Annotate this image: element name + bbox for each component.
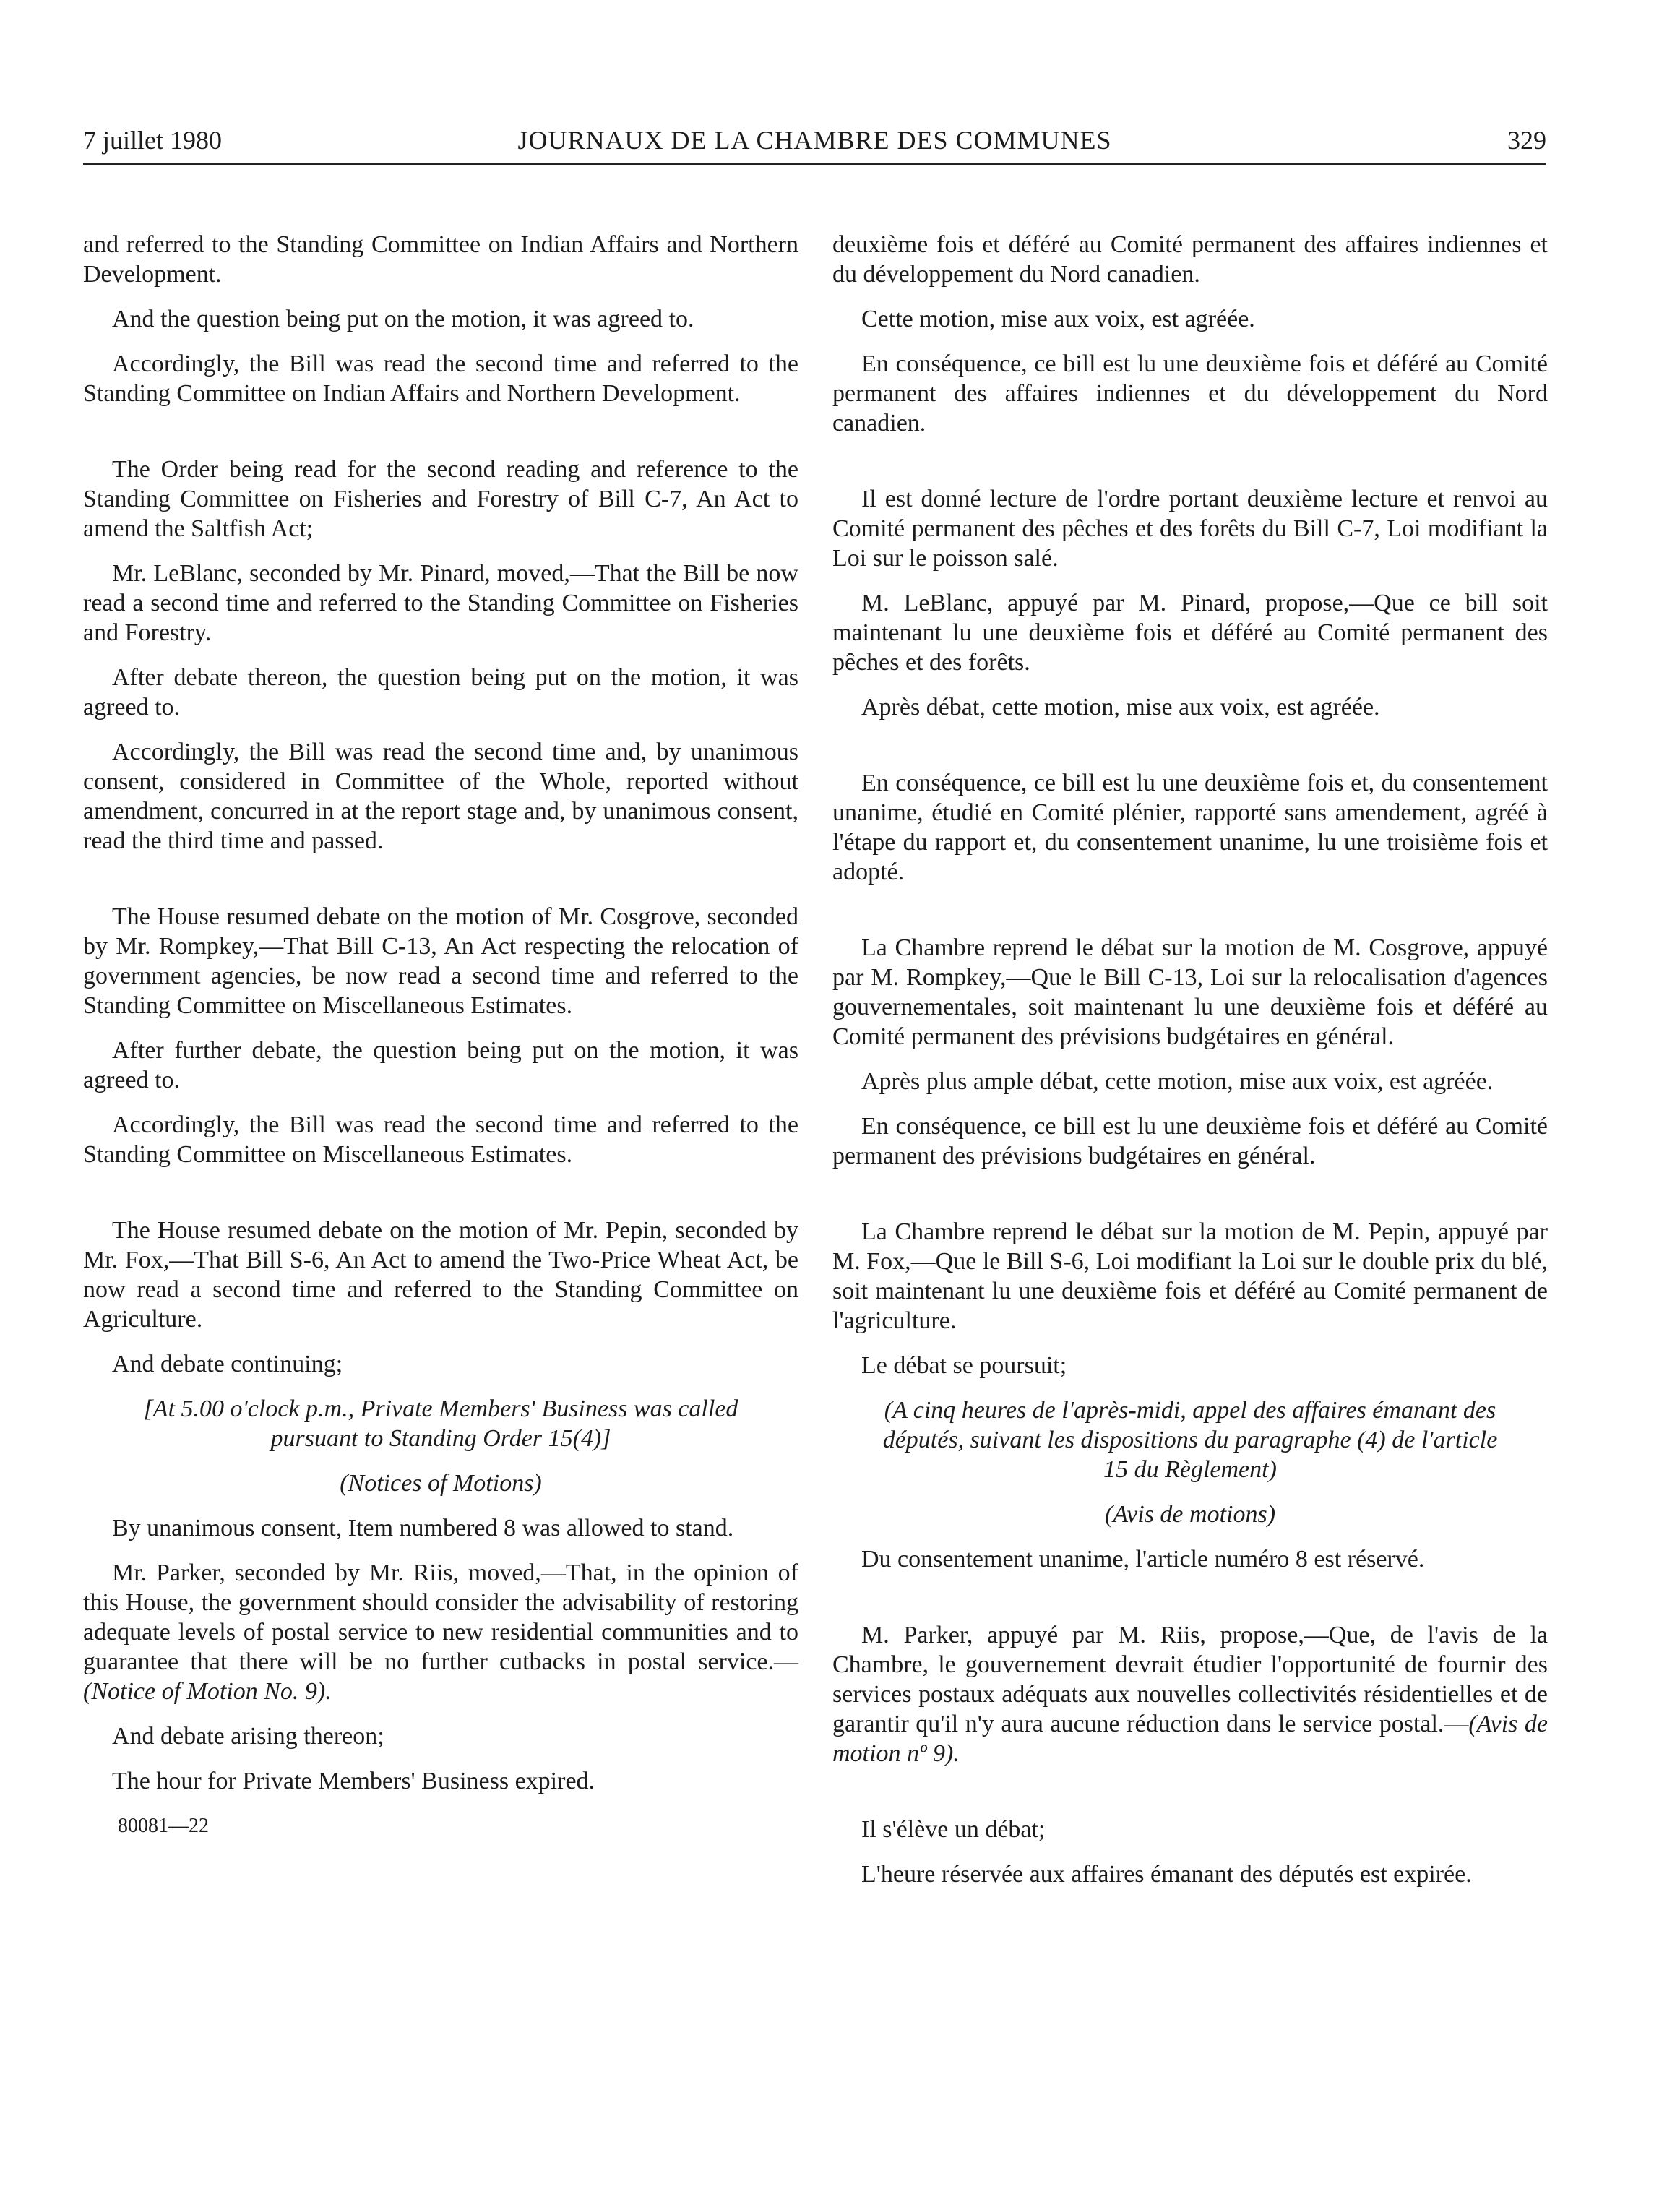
paragraph: L'heure réservée aux affaires émanant des députés est expirée. bbox=[861, 1861, 1472, 1888]
french-column bbox=[832, 230, 1548, 1904]
paragraph: And debate arising thereon; bbox=[112, 1723, 384, 1750]
paragraph bbox=[83, 1558, 798, 1706]
paragraph: And debate continuing; bbox=[112, 1351, 343, 1377]
paragraph: Il s'élève un débat; bbox=[861, 1816, 1046, 1843]
paragraph: Cette motion, mise aux voix, est agréée. bbox=[861, 306, 1255, 332]
paragraph: Mr. LeBlanc, seconded by Mr. Pinard, moved,—That the Bill be now read a second time and referred to the Standing Committee on Fisheries and Forestry. bbox=[83, 560, 798, 646]
footnote-code: 80081—22 bbox=[118, 1815, 209, 1837]
paragraph: M. LeBlanc, appuyé par M. Pinard, propose,—Que ce bill soit maintenant lu une deuxième fois et déféré au Comité permanent des pêches et des forêts. bbox=[832, 590, 1548, 676]
paragraph: By unanimous consent, Item numbered 8 was allowed to stand. bbox=[112, 1515, 734, 1541]
paragraph: Accordingly, the Bill was read the second time and referred to the Standing Committee on Indian Affairs and Northern Development. bbox=[83, 350, 798, 407]
paragraph: En conséquence, ce bill est lu une deuxième fois et, du consentement unanime, étudié en Comité plénier, rapporté sans amendement, agréé à l'étape du rapport et, du consentement unanime, lu une troisième fois et adopté. bbox=[832, 770, 1548, 885]
paragraph: and referred to the Standing Committee on Indian Affairs and Northern Development. bbox=[83, 231, 798, 288]
section-heading: (Avis de motions) bbox=[1104, 1501, 1276, 1528]
paragraph: Du consentement unanime, l'article numéro 8 est réservé. bbox=[861, 1546, 1425, 1573]
english-column bbox=[83, 230, 798, 1856]
paragraph: Après plus ample débat, cette motion, mise aux voix, est agréée. bbox=[861, 1068, 1494, 1095]
motion-text: M. Parker, appuyé par M. Riis, propose,—Que, de l'avis de la Chambre, le gouvernement devrait étudier l'opportunité de fournir des services postaux adéquats aux nouvelles collectivités résidentielles et de garantir qu'il n'y aura aucune réduction dans le service postal.— bbox=[832, 1622, 1548, 1737]
paragraph: Après débat, cette motion, mise aux voix, est agréée. bbox=[861, 694, 1380, 721]
paragraph: deuxième fois et déféré au Comité permanent des affaires indiennes et du développement du Nord canadien. bbox=[832, 231, 1548, 288]
paragraph: En conséquence, ce bill est lu une deuxième fois et déféré au Comité permanent des prévisions budgétaires en général. bbox=[832, 1113, 1548, 1169]
motion-reference: (Notice of Motion No. 9). bbox=[83, 1678, 332, 1705]
paragraph: The House resumed debate on the motion of Mr. Pepin, seconded by Mr. Fox,—That Bill S-6, An Act to amend the Two-Price Wheat Act, be now read a second time and referred to the Standing Committee on Agriculture. bbox=[83, 1217, 798, 1333]
paragraph: After further debate, the question being put on the motion, it was agreed to. bbox=[83, 1037, 798, 1093]
procedural-note: (A cinq heures de l'après-midi, appel des affaires émanant des députés, suivant les dispositions du paragraphe (4) de l'article 15 du Règlement) bbox=[882, 1397, 1498, 1483]
paragraph: Le débat se poursuit; bbox=[861, 1352, 1067, 1379]
paragraph: Accordingly, the Bill was read the second time and, by unanimous consent, considered in Committee of the Whole, reported without amendment, concurred in at the report stage and, by unanimous consent, read the third time and passed. bbox=[83, 739, 798, 854]
paragraph: The Order being read for the second reading and reference to the Standing Committee on Fisheries and Forestry of Bill C-7, An Act to amend the Saltfish Act; bbox=[83, 456, 798, 542]
header-title: JOURNAUX DE LA CHAMBRE DES COMMUNES bbox=[517, 126, 1112, 155]
procedural-note: [At 5.00 o'clock p.m., Private Members' Business was called pursuant to Standing Order 15(4)] bbox=[143, 1395, 738, 1452]
paragraph bbox=[832, 1620, 1548, 1768]
paragraph: En conséquence, ce bill est lu une deuxième fois et déféré au Comité permanent des affaires indiennes et du développement du Nord canadien. bbox=[832, 350, 1548, 436]
page-header bbox=[83, 123, 1546, 165]
motion-reference: (Avis de motion nº 9). bbox=[832, 1711, 1548, 1767]
paragraph: Accordingly, the Bill was read the second time and referred to the Standing Committee on Miscellaneous Estimates. bbox=[83, 1111, 798, 1168]
paragraph: Il est donné lecture de l'ordre portant deuxième lecture et renvoi au Comité permanent des pêches et des forêts du Bill C-7, Loi modifiant la Loi sur le poisson salé. bbox=[832, 486, 1548, 572]
page-number: 329 bbox=[1507, 126, 1546, 155]
header-date: 7 juillet 1980 bbox=[83, 126, 222, 155]
motion-text: Mr. Parker, seconded by Mr. Riis, moved,—That, in the opinion of this House, the government should consider the advisability of restoring adequate levels of postal service to new residential communities and to guarantee that there will be no further cutbacks in postal service.— bbox=[83, 1560, 798, 1675]
paragraph: The House resumed debate on the motion of Mr. Cosgrove, seconded by Mr. Rompkey,—That Bill C-13, An Act respecting the relocation of government agencies, be now read a second time and referred to the Standing Committee on Miscellaneous Estimates. bbox=[83, 903, 798, 1019]
paragraph: After debate thereon, the question being put on the motion, it was agreed to. bbox=[83, 664, 798, 721]
paragraph: La Chambre reprend le débat sur la motion de M. Pepin, appuyé par M. Fox,—Que le Bill S-6, Loi modifiant la Loi sur le double prix du blé, soit maintenant lu une deuxième fois et déféré au Comité permanent de l'agriculture. bbox=[832, 1218, 1548, 1334]
paragraph: La Chambre reprend le débat sur la motion de M. Cosgrove, appuyé par M. Rompkey,—Que le Bill C-13, Loi sur la relocalisation d'agences gouvernementales, soit maintenant lu une deuxième fois et déféré au Comité permanent des prévisions budgétaires en général. bbox=[832, 934, 1548, 1050]
section-heading: (Notices of Motions) bbox=[340, 1470, 542, 1497]
paragraph: The hour for Private Members' Business expired. bbox=[112, 1768, 595, 1794]
paragraph: And the question being put on the motion, it was agreed to. bbox=[112, 306, 694, 332]
